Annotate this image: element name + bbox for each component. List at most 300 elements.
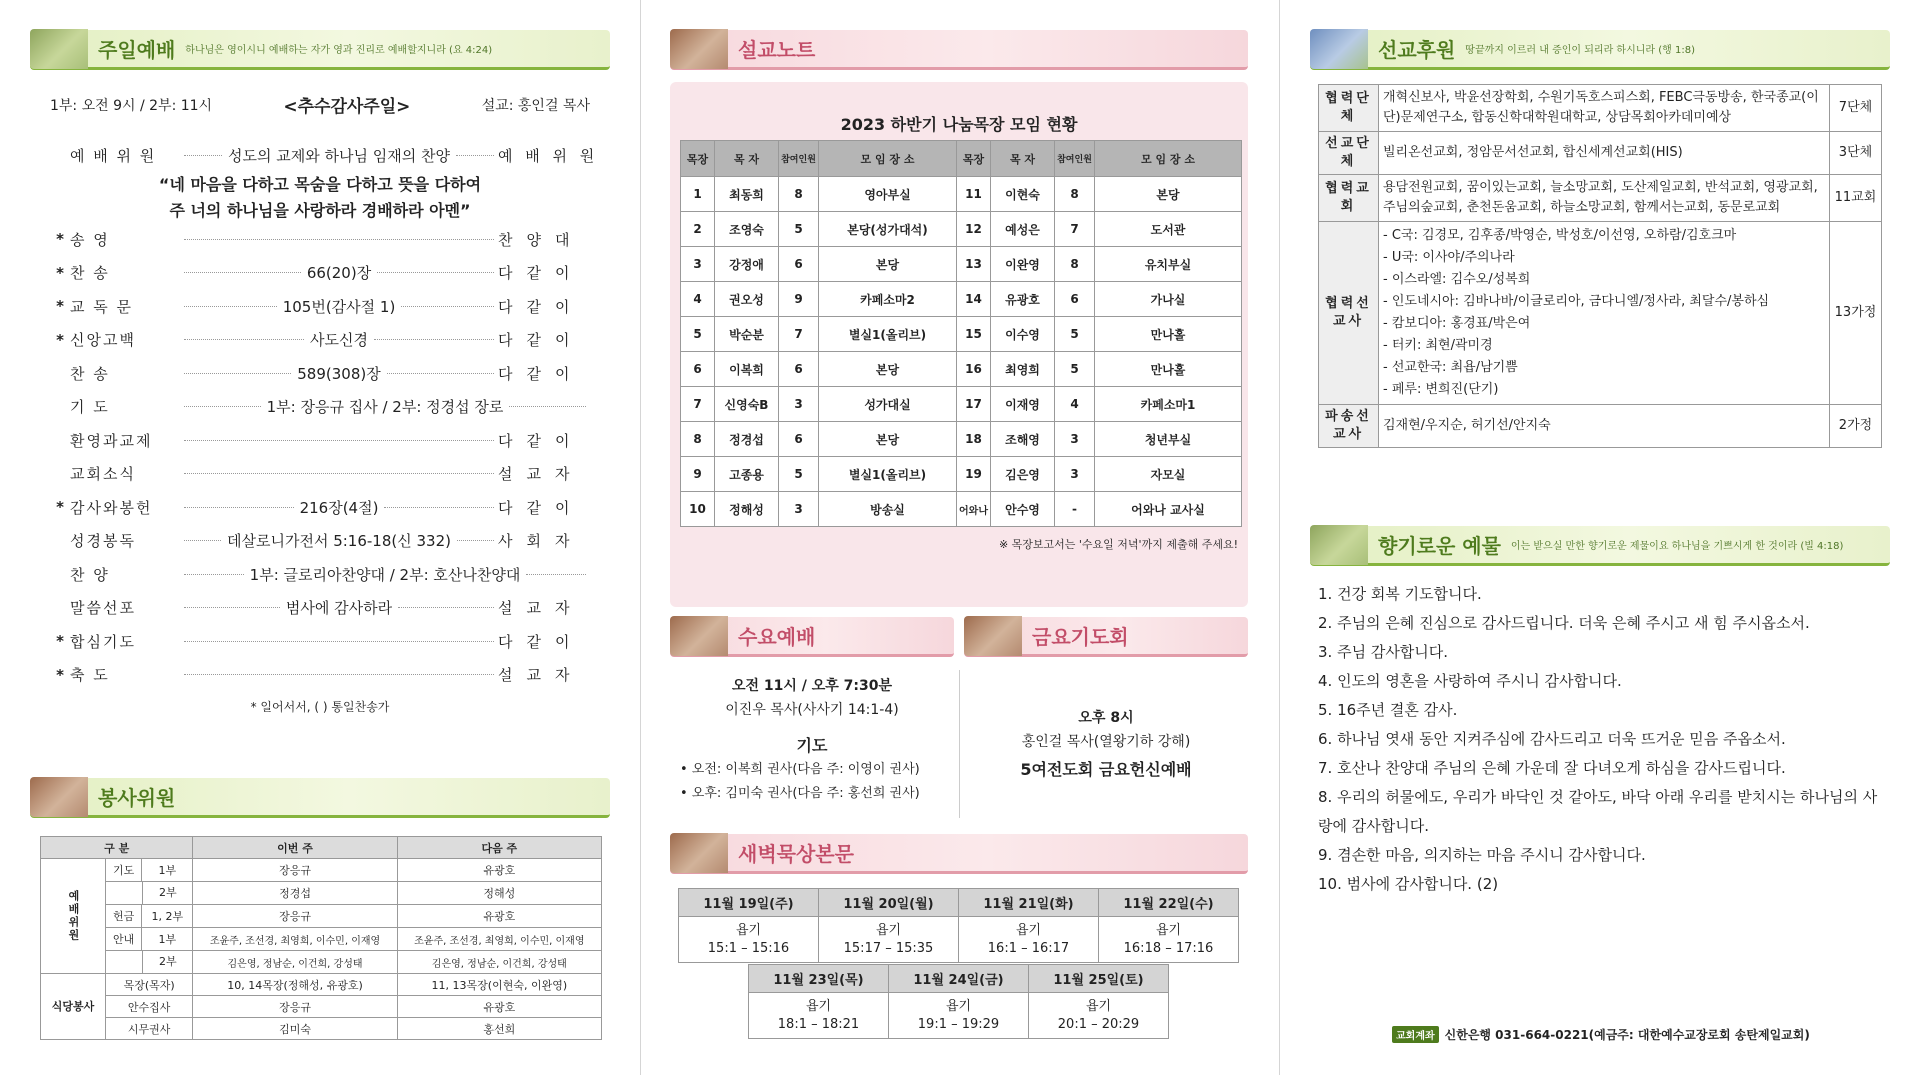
order-content: 216장(4절) — [299, 498, 379, 517]
order-leader: 찬양대 — [498, 230, 584, 249]
prayer-banner — [1310, 526, 1890, 566]
order-label: 찬 송 — [70, 364, 110, 383]
worship-subtitle: 하나님은 영이시니 예배하는 자가 영과 진리로 예배할지니라 (요 4:24) — [185, 45, 493, 56]
list-item: 7. 호산나 찬양대 주님의 은혜 가운데 잘 다녀오게 하심을 감사드립니다. — [1318, 759, 1786, 777]
order-row — [50, 427, 590, 453]
service-banner — [30, 778, 610, 818]
sub-table-cell — [106, 905, 193, 928]
dawn-date: 11월 21일(화) — [959, 889, 1099, 917]
dawn-passage — [1029, 993, 1169, 1039]
cell: 장응규 — [193, 905, 397, 928]
dawn-date: 11월 24일(금) — [889, 965, 1029, 993]
missionary-list — [1383, 225, 1825, 401]
cell: 7 — [1055, 212, 1095, 247]
order-row — [50, 461, 590, 487]
cell: 최영희 — [991, 352, 1055, 387]
order-content: 성도의 교제와 하나님 임재의 찬양 — [228, 146, 450, 165]
order-content: 66(20)장 — [306, 264, 372, 282]
dawn-range: 16:18 – 17:16 — [1123, 940, 1214, 956]
list-item: - 인도네시아: 김바나바/이글로리아, 금다니엘/정사라, 최달수/봉하심 — [1383, 294, 1770, 309]
cell: 방송실 — [819, 492, 957, 527]
cell: 1부 — [158, 864, 177, 877]
col-header: 모 임 장 소 — [1095, 141, 1242, 177]
hydrangea-icon — [1310, 29, 1368, 69]
group-label: 예배위원 — [41, 859, 106, 974]
order-label: 찬 양 — [70, 565, 110, 584]
wednesday-title: 수요예배 — [738, 625, 816, 649]
dawn-range: 18:1 – 18:21 — [777, 1016, 860, 1032]
dawn-book: 욥기 — [1015, 922, 1042, 938]
cell: 본당 — [819, 247, 957, 282]
cell: 11, 13목장(이현숙, 이완영) — [397, 974, 601, 996]
table-row — [41, 905, 602, 928]
cell: 본당 — [1095, 177, 1242, 212]
table-row — [41, 951, 602, 974]
list-item: 3. 주님 감사합니다. — [1318, 643, 1449, 661]
table-row — [1319, 132, 1882, 175]
order-content: 사도신경 — [310, 331, 368, 349]
cell: 성가대실 — [819, 387, 957, 422]
cell: 안수집사 — [106, 996, 193, 1018]
cell: 김은영 — [991, 457, 1055, 492]
cell: 3 — [1055, 422, 1095, 457]
stand-marker: * — [56, 665, 64, 684]
cell: 4 — [681, 282, 715, 317]
cell: 최동희 — [715, 177, 779, 212]
col-header: 목장 — [957, 141, 991, 177]
leader-dots — [377, 272, 494, 273]
mission-subtitle: 땅끝까지 이르러 내 증인이 되리라 하시니라 (행 1:8) — [1465, 45, 1695, 56]
order-label: 찬 송 — [70, 264, 110, 282]
dawn-passage — [1099, 917, 1239, 963]
order-label: 신앙고백 — [70, 331, 136, 349]
cell: 5 — [681, 317, 715, 352]
order-label: 환영과교제 — [70, 431, 153, 450]
cell: 박순분 — [715, 317, 779, 352]
cell: 3 — [779, 492, 819, 527]
sermon-banner — [670, 30, 1248, 70]
dawn-banner — [670, 834, 1248, 874]
order-label: 교 독 문 — [70, 297, 134, 316]
dawn-passage — [679, 917, 819, 963]
group-table — [680, 140, 1242, 527]
cell: 헌금 — [106, 905, 142, 927]
leader-dots — [184, 239, 494, 240]
dawn-book: 욥기 — [735, 922, 762, 938]
order-label: 축 도 — [70, 666, 110, 684]
sub-table-cell — [106, 859, 193, 882]
cell: 장응규 — [193, 996, 397, 1018]
order-center — [180, 239, 498, 240]
order-content: 1부: 장응규 집사 / 2부: 정경섭 장로 — [266, 398, 504, 416]
cell: 11교회 — [1830, 175, 1882, 222]
mission-table — [1318, 84, 1882, 448]
dawn-date: 11월 23일(목) — [749, 965, 889, 993]
dawn-passage — [889, 993, 1029, 1039]
cell: 9 — [681, 457, 715, 492]
order-row — [50, 561, 590, 587]
friday-block — [964, 706, 1248, 782]
cell: 가나실 — [1095, 282, 1242, 317]
cell: 정경섭 — [715, 422, 779, 457]
order-leader: 다같이 — [498, 297, 584, 316]
cell: 1부 — [158, 933, 177, 946]
cell: 홍선희 — [397, 1018, 601, 1040]
dawn-range: 15:1 – 15:16 — [707, 940, 790, 956]
cell: 조해영 — [991, 422, 1055, 457]
table-row — [681, 247, 1242, 282]
order-center — [180, 564, 590, 585]
order-leader: 다같이 — [498, 431, 584, 450]
cell: 14 — [957, 282, 991, 317]
cell: 13가정 — [1830, 222, 1882, 405]
leader-dots — [184, 440, 494, 441]
cell: 13 — [957, 247, 991, 282]
cell: 조영숙 — [715, 212, 779, 247]
wednesday-prayer-am: • 오전: 이복희 권사(다음 주: 이영이 권사) — [680, 762, 920, 777]
order-label: 송 영 — [70, 230, 110, 249]
table-row — [41, 974, 602, 996]
cell: 영아부실 — [819, 177, 957, 212]
order-row — [50, 595, 590, 621]
cell — [1379, 222, 1830, 405]
list-item: 8. 우리의 허물에도, 우리가 바닥인 것 같아도, 바닥 아래 우리를 받치시는 하나님의 사랑에 감사합니다. — [1318, 788, 1878, 835]
col-header: 모 임 장 소 — [819, 141, 957, 177]
dawn-date: 11월 19일(주) — [679, 889, 819, 917]
cell: 6 — [779, 422, 819, 457]
order-center — [180, 597, 498, 618]
order-row — [50, 327, 590, 353]
wednesday-banner — [670, 617, 954, 657]
order-center — [180, 473, 498, 474]
friday-event: 5여전도회 금요헌신예배 — [1020, 760, 1192, 779]
cell: 15 — [957, 317, 991, 352]
cross-icon — [964, 616, 1022, 656]
worship-header — [50, 92, 590, 117]
order-content: 589(308)장 — [297, 364, 381, 383]
cell: 조윤주, 조선경, 최영희, 이수민, 이재영 — [397, 928, 601, 951]
cell: 본당 — [819, 352, 957, 387]
order-leader: 설교자 — [498, 599, 584, 617]
cell: 정해성 — [397, 882, 601, 905]
prayer-title: 향기로운 예물 — [1378, 534, 1501, 558]
cell: 3 — [779, 387, 819, 422]
table-row — [41, 928, 602, 951]
cell: 8 — [681, 422, 715, 457]
sub-table-cell — [106, 951, 193, 974]
list-item: - 페루: 변희진(단기) — [1383, 382, 1499, 397]
cell: 카페소마1 — [1095, 387, 1242, 422]
friday-preacher: 홍인걸 목사(열왕기하 강해) — [1021, 734, 1191, 750]
leader-dots — [526, 574, 586, 575]
cell: 유치부실 — [1095, 247, 1242, 282]
cell: 6 — [779, 247, 819, 282]
cell: 유광호 — [397, 905, 601, 928]
table-row — [41, 882, 602, 905]
prayer-subtitle: 이는 받으실 만한 향기로운 제물이요 하나님을 기쁘시게 한 것이라 (빌 4:18) — [1510, 541, 1844, 552]
cell: 5 — [1055, 317, 1095, 352]
table-row — [1319, 175, 1882, 222]
hands-icon — [30, 777, 88, 817]
cell: 조윤주, 조선경, 최영희, 이수민, 이재영 — [193, 928, 397, 951]
cell: 이수영 — [991, 317, 1055, 352]
cell: 이복희 — [715, 352, 779, 387]
cell: 어와나 교사실 — [1095, 492, 1242, 527]
sub-table-cell — [106, 928, 193, 951]
cell: 3 — [1055, 457, 1095, 492]
cell: 유광호 — [991, 282, 1055, 317]
order-center — [180, 497, 498, 518]
list-item: 5. 16주년 결혼 감사. — [1318, 701, 1458, 719]
table-row — [681, 177, 1242, 212]
dawn-book: 욥기 — [1155, 922, 1182, 938]
col-header: 목 자 — [991, 141, 1055, 177]
hand-icon — [670, 833, 728, 873]
order-leader: 다같이 — [498, 331, 584, 349]
wednesday-block — [670, 674, 954, 806]
col-header: 참여인원 — [779, 141, 819, 177]
order-label: 교회소식 — [70, 465, 136, 483]
cell: 목장(목자) — [106, 974, 193, 996]
dawn-date: 11월 20일(월) — [819, 889, 959, 917]
list-item: 2. 주님의 은혜 진심으로 감사드립니다. 더욱 은혜 주시고 새 힘 주시옵소서. — [1318, 614, 1810, 632]
cell: 6 — [779, 352, 819, 387]
worship-verse: “네 마음을 다하고 목숨을 다하고 뜻을 다하여 — [158, 175, 482, 194]
cell: 7 — [779, 317, 819, 352]
dawn-range: 19:1 – 19:29 — [917, 1016, 1000, 1032]
mission-banner — [1310, 30, 1890, 70]
dawn-table-2 — [748, 964, 1169, 1039]
table-row — [681, 422, 1242, 457]
col-header: 다음 주 — [397, 837, 601, 859]
order-row — [50, 494, 590, 520]
cell: 3단체 — [1830, 132, 1882, 175]
cell: 8 — [1055, 177, 1095, 212]
table-row — [749, 965, 1169, 993]
cell: 2 — [681, 212, 715, 247]
table-row — [681, 212, 1242, 247]
cell: 별실1(올리브) — [819, 457, 957, 492]
worship-preacher: 설교: 홍인걸 목사 — [481, 97, 590, 114]
order-leader: 다같이 — [498, 632, 584, 651]
dawn-passage — [749, 993, 889, 1039]
dawn-title: 새벽묵상본문 — [738, 842, 854, 866]
cell: 용담전원교회, 꿈이있는교회, 늘소망교회, 도산제일교회, 반석교회, 영광교회, 주님의숲교회, 춘천돈움교회, 하늘소망교회, 함께서는교회, 동문로교회 — [1379, 175, 1830, 222]
dawn-book: 욥기 — [945, 998, 972, 1014]
order-content: 데살로니가전서 5:16-18(신 332) — [227, 532, 451, 550]
dawn-book: 욥기 — [1085, 998, 1112, 1014]
leader-dots — [184, 373, 291, 374]
cell: 카페소마2 — [819, 282, 957, 317]
cell: 어와나 — [957, 492, 991, 527]
row-label: 협력교회 — [1319, 175, 1379, 222]
table-row — [1319, 85, 1882, 132]
order-center — [180, 530, 498, 551]
sermon-title: 설교노트 — [738, 38, 816, 62]
table-row — [681, 282, 1242, 317]
cell: 9 — [779, 282, 819, 317]
cell: 5 — [779, 457, 819, 492]
row-label: 파송선교사 — [1319, 405, 1379, 448]
table-row — [679, 889, 1239, 917]
list-item: - 선교한국: 최욥/남기쁨 — [1383, 360, 1518, 375]
leader-dots — [184, 674, 494, 675]
cell: 김은영, 정남순, 이건희, 강성태 — [397, 951, 601, 974]
table-row — [41, 1018, 602, 1040]
stand-marker: * — [56, 330, 64, 349]
order-center — [180, 641, 498, 642]
cell: 11 — [957, 177, 991, 212]
cell: 6 — [681, 352, 715, 387]
table-row — [41, 859, 602, 882]
friday-banner — [964, 617, 1248, 657]
group-label: 식당봉사 — [41, 974, 106, 1040]
cell: 2부 — [142, 951, 192, 973]
table-row — [749, 993, 1169, 1039]
wednesday-prayer-pm: • 오후: 김미숙 권사(다음 주: 홍선희 권사) — [680, 786, 920, 801]
cell: 김재현/우지순, 허기선/안지숙 — [1379, 405, 1830, 448]
mission-title: 선교후원 — [1378, 38, 1456, 62]
order-content: 범사에 감사하라 — [285, 599, 393, 617]
cell: 고종용 — [715, 457, 779, 492]
cell: 청년부실 — [1095, 422, 1242, 457]
order-center — [180, 296, 498, 317]
worship-footnote: * 일어서서, ( ) 통일찬송가 — [250, 700, 390, 714]
cell: 17 — [957, 387, 991, 422]
stand-marker: * — [56, 263, 64, 282]
dawn-range: 15:17 – 15:35 — [843, 940, 934, 956]
cell: 권오성 — [715, 282, 779, 317]
cell: 16 — [957, 352, 991, 387]
cell: 이재영 — [991, 387, 1055, 422]
stand-marker: * — [56, 297, 64, 315]
leader-dots — [457, 540, 494, 541]
order-center — [180, 262, 498, 283]
dawn-date: 11월 25일(토) — [1029, 965, 1169, 993]
cell: 10, 14목장(정해성, 유광호) — [193, 974, 397, 996]
row-label: 협력선교사 — [1319, 222, 1379, 405]
leader-dots — [184, 540, 221, 541]
order-row — [50, 662, 590, 688]
list-item: 10. 범사에 감사합니다. (2) — [1318, 875, 1499, 893]
list-item: - C국: 김경모, 김후종/박영순, 박성호/이선영, 오하람/김호크마 — [1383, 228, 1737, 243]
leader-dots — [184, 272, 301, 273]
worship-time: 1부: 오전 9시 / 2부: 11시 — [50, 97, 213, 114]
group-report-note: ※ 목장보고서는 '수요일 저녁'까지 제출해 주세요! — [998, 538, 1238, 551]
order-row — [50, 628, 590, 654]
order-leader: 예 배 위 원 — [498, 146, 599, 165]
order-leader: 설교자 — [498, 465, 584, 483]
order-row — [50, 226, 590, 252]
dawn-range: 20:1 – 20:29 — [1057, 1016, 1140, 1032]
table-row — [1319, 222, 1882, 405]
list-item: 9. 겸손한 마음, 의지하는 마음 주시니 감사합니다. — [1318, 846, 1646, 864]
cell: 신영숙B — [715, 387, 779, 422]
cell: - — [1055, 492, 1095, 527]
cell: 7단체 — [1830, 85, 1882, 132]
leader-dots — [184, 507, 294, 508]
order-leader: 다같이 — [498, 264, 584, 282]
table-row — [681, 492, 1242, 527]
dawn-range: 16:1 – 16:17 — [987, 940, 1070, 956]
cell: 5 — [779, 212, 819, 247]
service-table — [40, 836, 602, 1040]
order-row — [50, 260, 590, 286]
order-content: 1부: 글로리아찬양대 / 2부: 호산나찬양대 — [249, 565, 521, 584]
list-item: 6. 하나님 엿새 동안 지켜주심에 감사드리고 더욱 뜨거운 믿음 주옵소서. — [1318, 730, 1786, 748]
cell: 정해성 — [715, 492, 779, 527]
cell: 19 — [957, 457, 991, 492]
table-row — [681, 141, 1242, 177]
cell: 안내 — [106, 928, 142, 950]
order-label: 기 도 — [70, 398, 110, 416]
cell: 이현숙 — [991, 177, 1055, 212]
group-table-title: 2023 하반기 나눔목장 모임 현황 — [840, 115, 1078, 134]
cell: 장응규 — [193, 859, 397, 882]
dawn-passage — [959, 917, 1099, 963]
cell: 시무권사 — [106, 1018, 193, 1040]
leader-dots — [184, 339, 304, 340]
leader-dots — [184, 406, 261, 407]
table-row — [681, 352, 1242, 387]
cell: 7 — [681, 387, 715, 422]
stand-marker: * — [56, 230, 64, 248]
order-center — [180, 145, 498, 166]
table-row — [681, 457, 1242, 492]
cell: 유광호 — [397, 859, 601, 882]
cell: 10 — [681, 492, 715, 527]
cell: 2부 — [142, 882, 192, 904]
order-row — [50, 394, 590, 420]
leader-dots — [387, 373, 494, 374]
cell: 18 — [957, 422, 991, 457]
cell: 별실1(올리브) — [819, 317, 957, 352]
table-row — [679, 917, 1239, 963]
dawn-passage — [819, 917, 959, 963]
cell: 유광호 — [397, 996, 601, 1018]
stand-marker: * — [56, 632, 64, 650]
dawn-table-1 — [678, 888, 1239, 963]
list-item: - 캄보디아: 홍경표/박은여 — [1383, 316, 1531, 331]
leader-dots — [184, 607, 280, 608]
cell: 6 — [1055, 282, 1095, 317]
leader-dots — [184, 473, 494, 474]
leader-dots — [384, 507, 494, 508]
table-row — [681, 317, 1242, 352]
list-item: 1. 건강 회복 기도합니다. — [1318, 585, 1482, 603]
sub-table-cell — [106, 882, 193, 905]
wednesday-prayer-title: 기도 — [796, 736, 828, 755]
cell: 기도 — [106, 859, 142, 881]
cell: 1, 2부 — [151, 910, 184, 923]
divider — [959, 670, 960, 818]
leaf-icon — [30, 29, 88, 69]
cell: 개혁신보사, 박윤선장학회, 수원기독호스피스회, FEBC극동방송, 한국종교(이단)문제연구소, 합동신학대학원대학교, 상담목회아카데미예상 — [1379, 85, 1830, 132]
cell: 3 — [681, 247, 715, 282]
order-label: 합심기도 — [70, 632, 136, 651]
table-row — [41, 996, 602, 1018]
leader-dots — [509, 406, 586, 407]
leader-dots — [184, 155, 222, 156]
cell: 만나홀 — [1095, 317, 1242, 352]
cell: 8 — [779, 177, 819, 212]
leader-dots — [398, 607, 494, 608]
order-center — [180, 674, 498, 675]
cell: 정경섭 — [193, 882, 397, 905]
bank-info — [1392, 1026, 1810, 1043]
cell: 이완영 — [991, 247, 1055, 282]
list-item: - U국: 이사야/주의나라 — [1383, 250, 1515, 265]
